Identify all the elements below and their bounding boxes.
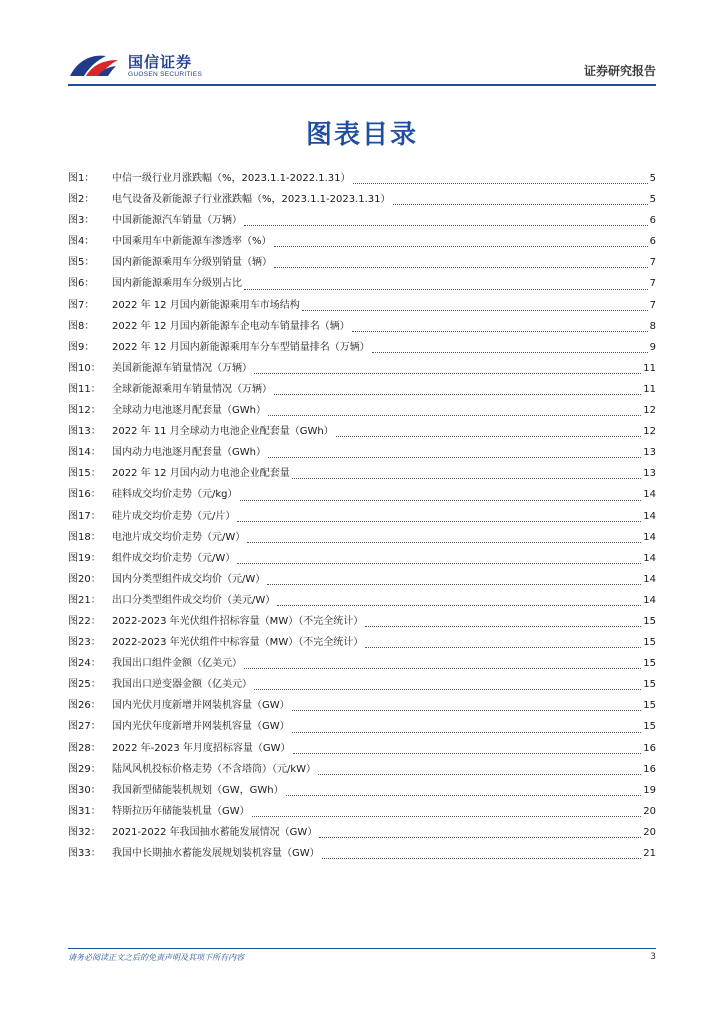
toc-entry-number: 图15：	[68, 468, 101, 480]
toc-entry-number: 图28：	[68, 742, 101, 754]
toc-entry[interactable]	[68, 296, 656, 317]
toc-entry-number: 图19：	[68, 552, 101, 564]
toc-entry[interactable]	[68, 612, 656, 633]
toc-leader-dots	[252, 815, 642, 817]
footer-divider	[68, 948, 656, 949]
toc-entry-number: 图7：	[68, 299, 95, 311]
page-header	[68, 48, 656, 84]
toc-leader-dots	[293, 752, 642, 754]
toc-leader-dots	[336, 435, 642, 437]
toc-leader-dots	[254, 372, 641, 374]
toc-entry[interactable]	[68, 591, 656, 612]
toc-entry[interactable]	[68, 760, 656, 781]
toc-entry-number: 图32：	[68, 826, 101, 838]
toc-entry[interactable]	[68, 717, 656, 738]
toc-entry-number: 图23：	[68, 637, 101, 649]
figure-index	[68, 169, 656, 865]
toc-leader-dots	[244, 667, 641, 669]
toc-entry-title: 2022 年 12 月国内新能源乘用车分车型销量排名（万辆）	[112, 341, 370, 353]
toc-leader-dots	[322, 857, 642, 859]
toc-entry-title: 2022 年-2023 年月度招标容量（GW）	[112, 742, 291, 754]
toc-entry-page: 14	[643, 531, 656, 543]
toc-entry[interactable]	[68, 190, 656, 211]
toc-entry-number: 图8：	[68, 320, 95, 332]
toc-entry-title: 我国中长期抽水蓄能发展规划装机容量（GW）	[112, 848, 320, 859]
toc-entry-page: 14	[643, 489, 656, 501]
toc-entry-page: 15	[643, 679, 656, 691]
toc-entry-page: 8	[649, 320, 656, 332]
page-title: 图表目录	[305, 120, 418, 150]
toc-leader-dots	[319, 836, 641, 838]
toc-entry-number: 图4：	[68, 236, 95, 248]
toc-entry[interactable]	[68, 401, 656, 422]
toc-entry-title: 国内光伏月度新增并网装机容量（GW）	[112, 700, 290, 712]
toc-entry-page: 21	[643, 848, 656, 859]
toc-entry-page: 20	[643, 826, 656, 838]
toc-entry-title: 我国出口组件金额（亿美元）	[112, 658, 242, 670]
toc-leader-dots	[274, 393, 641, 395]
toc-entry-number: 图33：	[68, 848, 101, 859]
toc-entry[interactable]	[68, 359, 656, 380]
toc-entry-page: 11	[643, 383, 656, 395]
toc-leader-dots	[365, 646, 641, 648]
toc-entry-number: 图14：	[68, 447, 101, 459]
toc-entry-page: 16	[643, 742, 656, 754]
toc-leader-dots	[352, 330, 648, 332]
brand-name-en: GUOSEN SECURITIES	[128, 71, 203, 78]
toc-entry[interactable]	[68, 549, 656, 570]
toc-entry[interactable]	[68, 485, 656, 506]
brand-name-cn: 国信证券	[128, 53, 193, 71]
toc-entry-number: 图16：	[68, 489, 101, 501]
toc-leader-dots	[292, 731, 642, 733]
toc-entry-title: 国内新能源乘用车分级别销量（辆）	[112, 257, 272, 269]
toc-leader-dots	[267, 583, 641, 585]
toc-leader-dots	[277, 604, 641, 606]
toc-entry[interactable]	[68, 570, 656, 591]
toc-entry-number: 图11：	[68, 383, 101, 395]
toc-entry[interactable]	[68, 422, 656, 443]
toc-entry-number: 图5：	[68, 257, 95, 269]
toc-leader-dots	[254, 688, 641, 690]
guosen-logo-icon	[68, 50, 120, 80]
toc-entry-title: 2022 年 12 月国内新能源乘用车市场结构	[112, 299, 300, 311]
toc-entry-number: 图27：	[68, 721, 101, 733]
toc-leader-dots	[247, 541, 641, 543]
toc-entry-title: 全球新能源乘用车销量情况（万辆）	[112, 383, 272, 395]
page-number: 3	[650, 952, 656, 962]
toc-entry[interactable]	[68, 443, 656, 464]
toc-entry-page: 14	[643, 552, 656, 564]
toc-entry-number: 图18：	[68, 531, 101, 543]
toc-entry-title: 我国出口逆变器金额（亿美元）	[112, 679, 252, 691]
toc-entry[interactable]	[68, 338, 656, 359]
toc-leader-dots	[372, 351, 648, 353]
toc-leader-dots	[240, 499, 642, 501]
toc-entry[interactable]	[68, 232, 656, 253]
toc-entry-title: 中信一级行业月涨跌幅（%，2023.1.1-2022.1.31）	[112, 173, 351, 184]
toc-entry-number: 图13：	[68, 426, 101, 438]
toc-entry-title: 2022 年 12 月国内动力电池企业配套量	[112, 468, 290, 480]
toc-entry-page: 14	[643, 510, 656, 522]
toc-entry-title: 电池片成交均价走势（元/W）	[112, 531, 246, 543]
toc-entry-title: 我国新型储能装机规划（GW，GWh）	[112, 784, 284, 796]
toc-leader-dots	[244, 288, 648, 290]
toc-entry-title: 中国新能源汽车销量（万辆）	[112, 215, 242, 227]
toc-entry-number: 图24：	[68, 658, 101, 670]
toc-entry[interactable]	[68, 654, 656, 675]
toc-entry[interactable]	[68, 169, 656, 190]
toc-entry-title: 国内分类型组件成交均价（元/W）	[112, 573, 266, 585]
toc-entry-page: 7	[649, 257, 656, 269]
toc-entry-page: 20	[643, 805, 656, 817]
toc-entry-number: 图22：	[68, 615, 101, 627]
toc-entry-number: 图26：	[68, 700, 101, 712]
toc-entry-page: 12	[643, 405, 656, 417]
toc-entry-number: 图10：	[68, 362, 101, 374]
toc-entry-page: 16	[643, 763, 656, 775]
toc-entry-page: 14	[643, 594, 656, 606]
toc-leader-dots	[302, 309, 648, 311]
toc-leader-dots	[237, 562, 641, 564]
toc-entry-page: 13	[643, 468, 656, 480]
toc-leader-dots	[292, 709, 642, 711]
toc-entry[interactable]	[68, 507, 656, 528]
toc-entry-page: 19	[643, 784, 656, 796]
toc-entry[interactable]	[68, 528, 656, 549]
toc-entry-page: 14	[643, 573, 656, 585]
toc-entry-title: 硅片成交均价走势（元/片）	[112, 510, 236, 522]
toc-entry-page: 6	[649, 236, 656, 248]
toc-entry-title: 硅料成交均价走势（元/kg）	[112, 489, 238, 501]
toc-entry-title: 中国乘用车中新能源车渗透率（%）	[112, 236, 272, 248]
toc-entry-title: 2021-2022 年我国抽水蓄能发展情况（GW）	[112, 826, 318, 838]
toc-leader-dots	[353, 182, 648, 184]
toc-entry-page: 5	[649, 173, 656, 184]
toc-entry-page: 15	[643, 700, 656, 712]
toc-entry[interactable]	[68, 211, 656, 232]
toc-leader-dots	[393, 203, 648, 205]
toc-leader-dots	[237, 520, 641, 522]
toc-entry-number: 图2：	[68, 194, 95, 206]
toc-leader-dots	[365, 625, 641, 627]
toc-entry-title: 国内动力电池逐月配套量（GWh）	[112, 447, 266, 459]
disclaimer-note: 请务必阅读正文之后的免责声明及其项下所有内容	[68, 953, 244, 962]
toc-entry-number: 图31：	[68, 805, 101, 817]
toc-entry-number: 图6：	[68, 278, 95, 290]
toc-entry[interactable]	[68, 633, 656, 654]
toc-leader-dots	[244, 224, 648, 226]
toc-entry-number: 图3：	[68, 215, 95, 227]
toc-entry-number: 图30：	[68, 784, 101, 796]
toc-entry-number: 图21：	[68, 594, 101, 606]
header-divider	[68, 84, 656, 86]
toc-entry[interactable]	[68, 380, 656, 401]
toc-entry-number: 图12：	[68, 405, 101, 417]
toc-entry-title: 特斯拉历年储能装机量（GW）	[112, 805, 250, 817]
toc-entry-title: 美国新能源车销量情况（万辆）	[112, 362, 252, 374]
toc-entry-number: 图1：	[68, 173, 95, 184]
toc-entry[interactable]	[68, 844, 656, 865]
toc-entry-title: 国内新能源乘用车分级别占比	[112, 278, 242, 290]
toc-entry-page: 6	[649, 215, 656, 227]
toc-entry-number: 图17：	[68, 510, 101, 522]
toc-entry[interactable]	[68, 274, 656, 295]
toc-entry[interactable]	[68, 253, 656, 274]
toc-entry[interactable]	[68, 464, 656, 485]
toc-entry-title: 组件成交均价走势（元/W）	[112, 552, 236, 564]
toc-entry-number: 图29：	[68, 763, 101, 775]
toc-entry[interactable]	[68, 823, 656, 844]
toc-entry-page: 15	[643, 658, 656, 670]
toc-entry-title: 2022 年 11 月全球动力电池企业配套量（GWh）	[112, 426, 334, 438]
brand-logo	[68, 48, 203, 84]
toc-leader-dots	[274, 266, 648, 268]
toc-entry-page: 11	[643, 362, 656, 374]
toc-leader-dots	[268, 414, 641, 416]
toc-entry-title: 国内光伏年度新增并网装机容量（GW）	[112, 721, 290, 733]
toc-entry-title: 全球动力电池逐月配套量（GWh）	[112, 405, 266, 417]
toc-entry-title: 陆风风机投标价格走势（不含塔筒）（元/kW）	[112, 763, 317, 775]
toc-entry-title: 2022-2023 年光伏组件中标容量（MW）（不完全统计）	[112, 637, 364, 649]
toc-leader-dots	[268, 456, 641, 458]
toc-entry[interactable]	[68, 675, 656, 696]
toc-entry-page: 15	[643, 615, 656, 627]
toc-entry[interactable]	[68, 802, 656, 823]
toc-entry-number: 图25：	[68, 679, 101, 691]
toc-entry-number: 图20：	[68, 573, 101, 585]
toc-entry[interactable]	[68, 696, 656, 717]
toc-entry-page: 5	[649, 194, 656, 206]
toc-entry-page: 13	[643, 447, 656, 459]
toc-entry[interactable]	[68, 317, 656, 338]
toc-entry[interactable]	[68, 739, 656, 760]
toc-entry-title: 电气设备及新能源子行业涨跌幅（%，2023.1.1-2023.1.31）	[112, 194, 391, 206]
toc-entry-page: 15	[643, 721, 656, 733]
toc-leader-dots	[318, 773, 641, 775]
toc-entry[interactable]	[68, 781, 656, 802]
toc-entry-page: 7	[649, 278, 656, 290]
toc-entry-page: 15	[643, 637, 656, 649]
toc-leader-dots	[286, 794, 642, 796]
toc-entry-title: 出口分类型组件成交均价（美元/W）	[112, 594, 276, 606]
toc-entry-title: 2022 年 12 月国内新能源车企电动车销量排名（辆）	[112, 320, 350, 332]
toc-entry-page: 9	[649, 341, 656, 353]
report-type-label: 证券研究报告	[583, 64, 656, 78]
toc-leader-dots	[292, 477, 642, 479]
toc-leader-dots	[274, 245, 648, 247]
toc-entry-title: 2022-2023 年光伏组件招标容量（MW）（不完全统计）	[112, 615, 364, 627]
toc-entry-page: 12	[643, 426, 656, 438]
toc-entry-page: 7	[649, 299, 656, 311]
toc-entry-number: 图9：	[68, 341, 95, 353]
